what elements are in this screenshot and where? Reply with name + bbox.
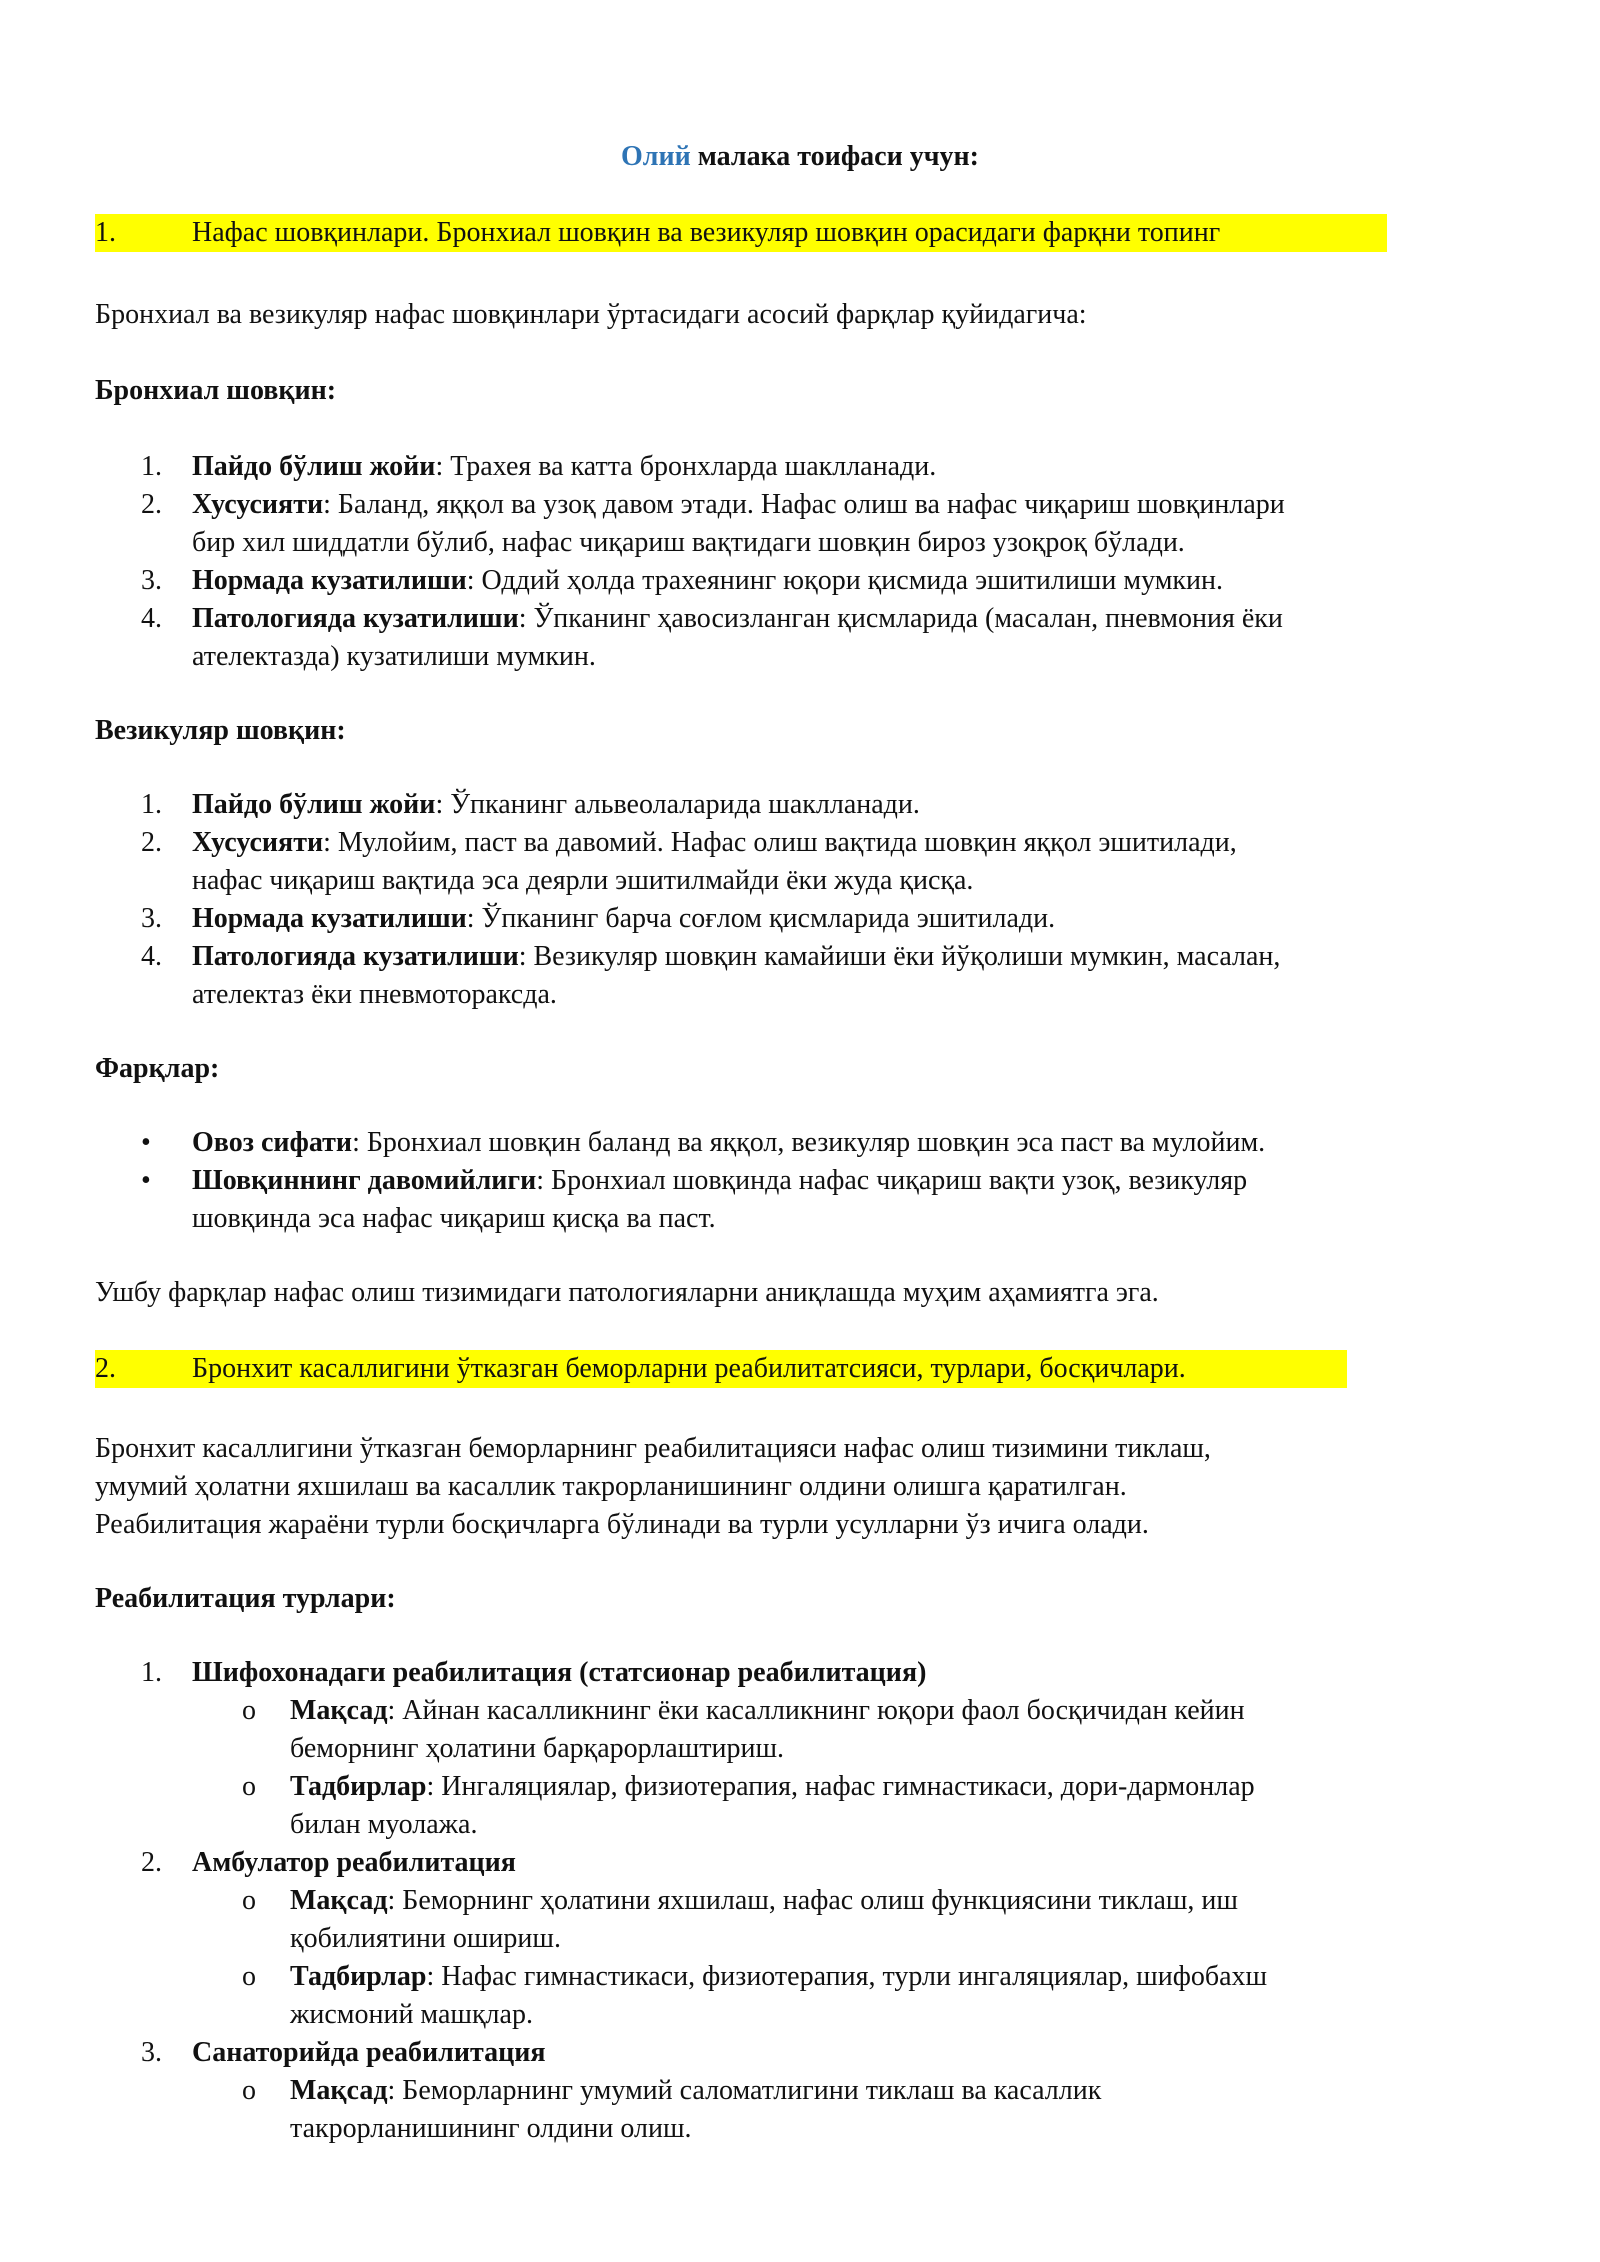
item-label: Хусусияти — [192, 489, 324, 520]
rehab-item-title: Шифохонадаги реабилитация (статсионар реабилитация) — [192, 1657, 927, 1688]
vesicular-item-1 — [192, 786, 920, 824]
item-text-continued: нафас чиқариш вақтида эса деярли эшитилмайди ёки жуда қисқа. — [192, 865, 974, 896]
item-text: : Беморларнинг умумий саломатлигини тиклаш ва касаллик — [387, 2075, 1102, 2106]
item-text: : Ўпканинг альвеолаларида шаклланади. — [435, 789, 920, 820]
rehab-heading: Реабилитация турлари: — [95, 1583, 396, 1614]
bronchial-item-2 — [192, 486, 1285, 524]
item-text: : Айнан касалликнинг ёки касалликнинг юқори фаол босқичидан кейин — [387, 1695, 1245, 1726]
question-1-text: Нафас шовқинлари. Бронхиал шовқин ва везикуляр шовқин орасидаги фарқни топинг — [192, 217, 1221, 248]
question-2-number: 2. — [95, 1353, 116, 1384]
item-label: Тадбирлар — [290, 1961, 427, 1992]
item-text-continued: шовқинда эса нафас чиқариш қисқа ва паст. — [192, 1203, 716, 1234]
item-text-continued: бир хил шиддатли бўлиб, нафас чиқариш вақтидаги шовқин бироз узоқроқ бўлади. — [192, 527, 1185, 558]
vesicular-item-number: 1. — [141, 789, 162, 820]
intro-paragraph-2-line: Бронхит касаллигини ўтказган беморларнинг реабилитацияси нафас олиш тизимини тиклаш, — [95, 1433, 1211, 1464]
item-text-continued: ателектазда) кузатилиши мумкин. — [192, 641, 596, 672]
item-text: : Ўпканинг барча соғлом қисмларида эшитилади. — [466, 903, 1056, 934]
item-text-continued: жисмоний машқлар. — [290, 1999, 533, 2030]
rehab-measures — [290, 1768, 1255, 1806]
rehab-item-title: Амбулатор реабилитация — [192, 1847, 516, 1878]
item-label: Хусусияти — [192, 827, 324, 858]
item-text: : Нафас гимнастикаси, физиотерапия, турли ингаляциялар, шифобахш — [426, 1961, 1268, 1992]
item-text-continued: қобилиятини ошириш. — [290, 1923, 561, 1954]
vesicular-item-2 — [192, 824, 1237, 862]
item-text: : Ингаляциялар, физиотерапия, нафас гимнастикаси, дори-дармонлар — [426, 1771, 1255, 1802]
item-text: : Беморнинг ҳолатини яхшилаш, нафас олиш функциясини тиклаш, иш — [387, 1885, 1238, 1916]
bronchial-item-1 — [192, 448, 936, 486]
sub-bullet-marker: o — [242, 1885, 256, 1916]
rehab-item-number: 1. — [141, 1657, 162, 1688]
item-label: Нормада кузатилиши — [192, 903, 467, 934]
item-text: : Оддий ҳолда трахеянинг юқори қисмида эшитилиши мумкин. — [466, 565, 1223, 596]
vesicular-heading: Везикуляр шовқин: — [95, 715, 346, 746]
bronchial-item-4 — [192, 600, 1283, 638]
bronchial-item-number: 3. — [141, 565, 162, 596]
bronchial-heading: Бронхиал шовқин: — [95, 375, 337, 406]
item-label: Тадбирлар — [290, 1771, 427, 1802]
item-label: Мақсад — [290, 1695, 388, 1726]
item-label: Мақсад — [290, 2075, 388, 2106]
bronchial-item-3 — [192, 562, 1223, 600]
bronchial-item-number: 1. — [141, 451, 162, 482]
intro-paragraph-2-line: Реабилитация жараёни турли босқичларга бўлинади ва турли усулларни ўз ичига олади. — [95, 1509, 1149, 1540]
rehab-goal — [290, 2072, 1101, 2110]
item-label: Патологияда кузатилиши — [192, 941, 519, 972]
question-1-number: 1. — [95, 217, 116, 248]
bronchial-item-number: 4. — [141, 603, 162, 634]
rehab-item-title: Санаторийда реабилитация — [192, 2037, 546, 2068]
vesicular-item-3 — [192, 900, 1055, 938]
item-text: : Везикуляр шовқин камайиши ёки йўқолиши мумкин, масалан, — [518, 941, 1281, 972]
item-label: Мақсад — [290, 1885, 388, 1916]
difference-item-1 — [192, 1124, 1265, 1162]
sub-bullet-marker: o — [242, 1771, 256, 1802]
rehab-goal — [290, 1692, 1245, 1730]
item-text-continued: беморнинг ҳолатини барқарорлаштириш. — [290, 1733, 785, 1764]
item-label: Овоз сифати — [192, 1127, 353, 1158]
vesicular-item-number: 3. — [141, 903, 162, 934]
item-label: Нормада кузатилиши — [192, 565, 467, 596]
vesicular-item-number: 2. — [141, 827, 162, 858]
question-2-text: Бронхит касаллигини ўтказган беморларни реабилитатсияси, турлари, босқичлари. — [192, 1353, 1186, 1384]
intro-paragraph-2-line: умумий ҳолатни яхшилаш ва касаллик такрорланишининг олдини олишга қаратилган. — [95, 1471, 1127, 1502]
bronchial-item-number: 2. — [141, 489, 162, 520]
sub-bullet-marker: o — [242, 2075, 256, 2106]
vesicular-item-number: 4. — [141, 941, 162, 972]
item-text-continued: билан муолажа. — [290, 1809, 478, 1840]
item-text-continued: такрорланишининг олдини олиш. — [290, 2113, 692, 2144]
intro-paragraph-1: Бронхиал ва везикуляр нафас шовқинлари ўртасидаги асосий фарқлар қуйидагича: — [95, 299, 1087, 330]
rehab-item-number: 2. — [141, 1847, 162, 1878]
rehab-item-number: 3. — [141, 2037, 162, 2068]
title-accent: Олий — [620, 141, 691, 172]
vesicular-item-4 — [192, 938, 1280, 976]
rehab-goal — [290, 1882, 1238, 1920]
sub-bullet-marker: o — [242, 1695, 256, 1726]
summary-paragraph: Ушбу фарқлар нафас олиш тизимидаги патологияларни аниқлашда муҳим аҳамиятга эга. — [95, 1277, 1159, 1308]
rehab-measures — [290, 1958, 1267, 1996]
sub-bullet-marker: o — [242, 1961, 256, 1992]
item-text: : Трахея ва катта бронхларда шаклланади. — [435, 451, 937, 482]
item-label: Шовқиннинг давомийлиги — [192, 1165, 537, 1196]
item-text: : Ўпканинг ҳавосизланган қисмларида (масалан, пневмония ёки — [518, 603, 1283, 634]
bullet-marker: • — [141, 1165, 151, 1196]
item-text: : Мулойим, паст ва давомий. Нафас олиш вақтида шовқин яққол эшитилади, — [323, 827, 1237, 858]
difference-item-2 — [192, 1162, 1247, 1200]
item-text: : Бронхиал шовқинда нафас чиқариш вақти узоқ, везикуляр — [536, 1165, 1248, 1196]
differences-heading: Фарқлар: — [95, 1053, 220, 1084]
item-text-continued: ателектаз ёки пневмотораксда. — [192, 979, 557, 1010]
item-label: Пайдо бўлиш жойи — [192, 789, 436, 820]
item-label: Патологияда кузатилиши — [192, 603, 519, 634]
item-text: : Баланд, яққол ва узоқ давом этади. Нафас олиш ва нафас чиқариш шовқинлари — [323, 489, 1285, 520]
item-label: Пайдо бўлиш жойи — [192, 451, 436, 482]
item-text: : Бронхиал шовқин баланд ва яққол, везикуляр шовқин эса паст ва мулойим. — [352, 1127, 1266, 1158]
bullet-marker: • — [141, 1127, 151, 1158]
document-title — [0, 138, 1600, 176]
title-rest: малака тоифаси учун: — [690, 141, 979, 172]
